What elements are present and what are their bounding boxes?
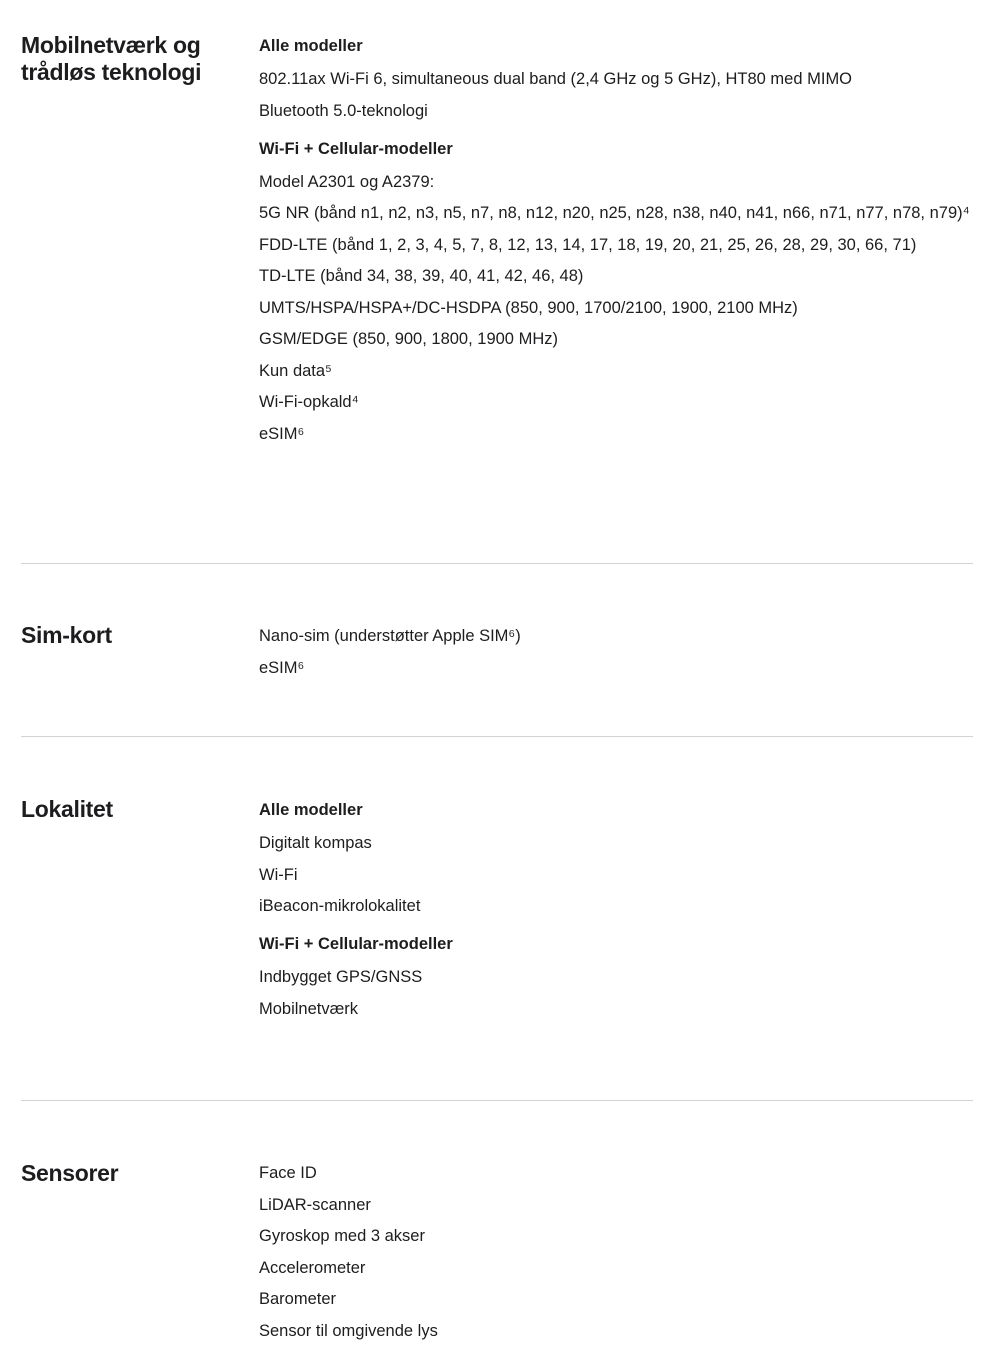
spec-line: Wi-Fi [259,865,298,884]
spec-line: iBeacon-mikrolokalitet [259,897,421,915]
spec-line: 802.11ax Wi-Fi 6, simultaneous dual band (2,4 GHz og 5 GHz), HT80 med MIMO [259,70,853,88]
spec-line: eSIM⁶ [259,424,305,443]
spec-line: 5G NR (bånd n1, n2, n3, n5, n7, n8, n12, n20, n25, n28, n38, n40, n41, n66, n71, n77, n78, n79)⁴ [259,204,970,222]
section-divider [21,736,973,737]
group-heading-cellular-models: Wi-Fi + Cellular-modeller [259,935,453,953]
spec-line: Face ID [259,1164,317,1182]
spec-line: TD-LTE (bånd 34, 38, 39, 40, 41, 42, 46, 48) [259,267,584,285]
group-heading-cellular-models: Wi-Fi + Cellular-modeller [259,139,453,158]
spec-line: Model A2301 og A2379: [259,172,435,191]
spec-line: Digitalt kompas [259,834,372,852]
section-title-sensorer: Sensorer [21,1160,119,1186]
spec-line: Nano-sim (understøtter Apple SIM⁶) [259,627,521,645]
spec-line: Bluetooth 5.0-teknologi [259,101,428,120]
spec-line: Accelerometer [259,1258,366,1277]
spec-line: GSM/EDGE (850, 900, 1800, 1900 MHz) [259,330,558,348]
spec-line: UMTS/HSPA/HSPA+/DC-HSDPA (850, 900, 1700/2100, 1900, 2100 MHz) [259,298,798,317]
section-body-mobilnet [259,36,973,455]
spec-line: Barometer [259,1290,337,1308]
section-body-lokalitet [259,800,973,1030]
section-divider [21,1100,973,1101]
spec-line: FDD-LTE (bånd 1, 2, 3, 4, 5, 7, 8, 12, 13, 14, 17, 18, 19, 20, 21, 25, 26, 28, 29, 30, 66, 71) [259,235,917,254]
spec-line: Sensor til omgivende lys [259,1321,438,1340]
section-title-simkort: Sim-kort [21,622,112,648]
group-cellular-models [259,934,973,1019]
spec-line: Wi-Fi-opkald⁴ [259,393,359,411]
group-heading-all-models: Alle modeller [259,801,363,819]
spec-line: eSIM⁶ [259,658,305,677]
group-all-models [259,36,973,121]
group-cellular-models [259,139,973,444]
spec-line: Kun data⁵ [259,361,332,380]
group-heading-all-models: Alle modeller [259,37,363,55]
section-body-sensorer [259,1163,973,1352]
section-title-lokalitet: Lokalitet [21,796,113,822]
spec-line: LiDAR-scanner [259,1195,371,1214]
group-all-models [259,800,973,916]
section-divider [21,563,973,564]
spec-line: Indbygget GPS/GNSS [259,968,423,986]
spec-line: Gyroskop med 3 akser [259,1227,425,1245]
section-body-simkort [259,626,973,689]
section-title-mobilnet: Mobilnetværk og trådløs teknologi [21,32,202,85]
spec-line: Mobilnetværk [259,999,359,1018]
